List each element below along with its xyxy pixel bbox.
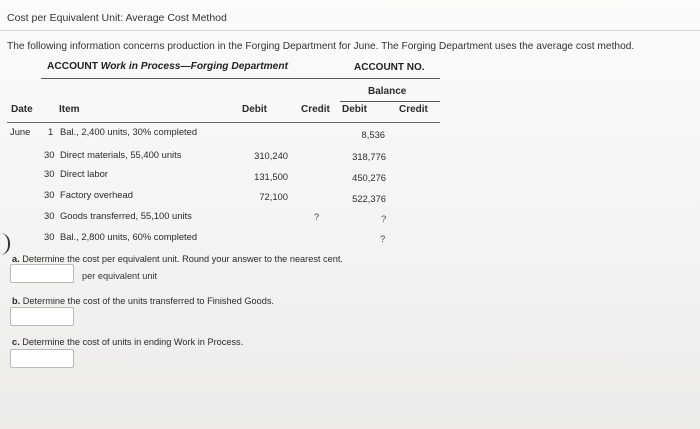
row-2-item: Direct materials, 55,400 units (60, 149, 182, 160)
question-c-text: Determine the cost of units in ending Work in Process. (22, 337, 244, 347)
question-a-letter: a. (12, 254, 20, 264)
row-4-balance-debit: 522,376 (352, 193, 386, 204)
row-3-item: Direct labor (60, 168, 108, 179)
answer-b-input[interactable] (10, 307, 74, 326)
row-3-debit: 131,500 (254, 171, 288, 182)
row-3-balance-debit: 450,276 (352, 172, 386, 183)
col-credit: Credit (301, 104, 330, 115)
col-balance-credit: Credit (399, 104, 428, 115)
question-c (12, 337, 243, 347)
row-1-day: 1 (48, 126, 54, 137)
column-header-rule (7, 122, 440, 123)
balance-header: Balance (368, 86, 407, 97)
row-1-item: Bal., 2,400 units, 30% completed (60, 126, 198, 137)
account-number-label: ACCOUNT NO. (354, 62, 425, 73)
row-4-day: 30 (44, 189, 55, 200)
account-title (47, 61, 288, 72)
question-a-text: Determine the cost per equivalent unit. Round your answer to the nearest cent. (22, 254, 343, 264)
row-3-day: 30 (44, 168, 55, 179)
account-title-prefix: ACCOUNT (47, 61, 98, 72)
row-6-item: Bal., 2,800 units, 60% completed (60, 231, 198, 242)
question-a (12, 254, 343, 264)
account-rule (41, 78, 440, 79)
answer-c-input[interactable] (10, 349, 74, 368)
row-1-balance-debit: 8,536 (361, 129, 385, 140)
row-5-day: 30 (44, 210, 55, 221)
intro-text: The following information concerns production in the Forging Department for June. The Forging Department uses the average cost method. (7, 41, 635, 52)
problem-title: Cost per Equivalent Unit: Average Cost Method (7, 12, 227, 24)
answer-a-input[interactable] (10, 264, 74, 283)
account-title-name: Work in Process—Forging Department (100, 61, 288, 72)
balance-rule (340, 101, 440, 102)
col-balance-debit: Debit (342, 104, 367, 115)
row-2-balance-debit: 318,776 (352, 151, 386, 162)
question-b-letter: b. (12, 296, 21, 306)
row-5-item: Goods transferred, 55,100 units (60, 210, 192, 221)
col-debit: Debit (242, 104, 267, 115)
row-4-debit: 72,100 (259, 191, 288, 202)
row-2-debit: 310,240 (254, 150, 288, 161)
row-5-balance-debit: ? (381, 213, 387, 224)
row-2-day: 30 (44, 149, 55, 160)
header-divider (0, 30, 700, 31)
question-b-text: Determine the cost of the units transferred to Finished Goods. (22, 296, 274, 306)
row-1-month: June (10, 126, 31, 137)
question-b (12, 296, 274, 306)
question-c-letter: c. (12, 337, 20, 347)
question-a-unit-label: per equivalent unit (82, 271, 158, 281)
row-6-day: 30 (44, 231, 55, 242)
col-item: Item (59, 104, 80, 115)
row-4-item: Factory overhead (60, 189, 133, 200)
margin-bracket (0, 233, 10, 255)
col-date: Date (11, 104, 33, 115)
row-5-credit: ? (314, 211, 320, 222)
row-6-balance-debit: ? (380, 233, 386, 244)
